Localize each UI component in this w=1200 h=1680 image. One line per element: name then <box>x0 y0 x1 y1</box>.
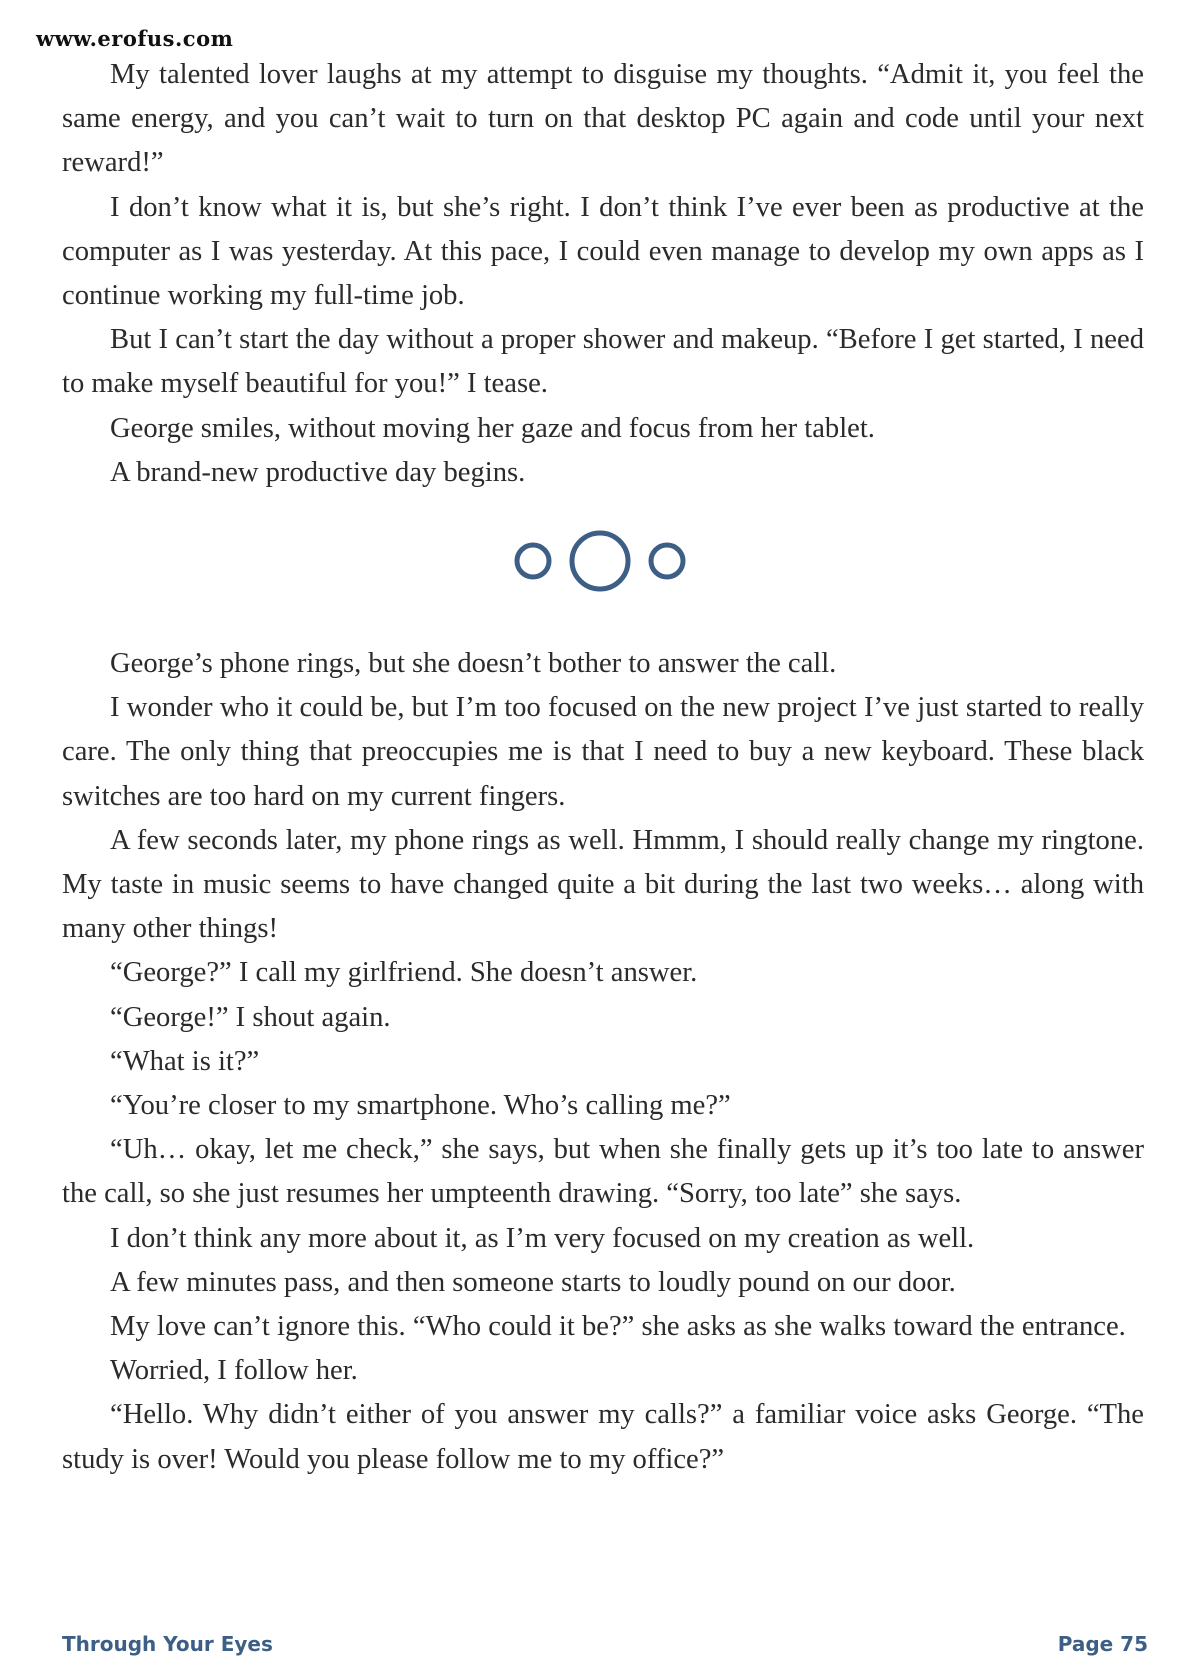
small-circle-left-icon <box>517 545 549 577</box>
small-circle-right-icon <box>651 545 683 577</box>
paragraph: A few seconds later, my phone rings as well. Hmmm, I should really change my ringtone. My taste in music seems to have changed quite a bit during the last two weeks… along with many other things! <box>62 824 1144 945</box>
paragraph: I wonder who it could be, but I’m too focused on the new project I’ve just started to really care. The only thing that preoccupies me is that I need to buy a new keyboard. These black switches are too hard on my current fingers. <box>62 692 1144 812</box>
large-circle-center-icon <box>572 533 628 589</box>
scene-break-circles-icon <box>500 525 700 597</box>
paragraph: “You’re closer to my smartphone. Who’s calling me?” <box>110 1090 731 1122</box>
paragraph: But I can’t start the day without a proper shower and makeup. “Before I get started, I need to make myself beautiful for you!” I tease. <box>62 324 1144 400</box>
paragraph: “Uh… okay, let me check,” she says, but when she finally gets up it’s too late to answer the call, so she just resumes her umpteenth drawing. “Sorry, too late” she says. <box>62 1134 1144 1210</box>
paragraph: A brand-new productive day begins. <box>110 456 526 488</box>
paragraph: George smiles, without moving her gaze and focus from her tablet. <box>110 412 875 444</box>
footer-page-number: Page 75 <box>1057 1632 1148 1656</box>
paragraph: Worried, I follow her. <box>110 1355 358 1387</box>
section-1-text <box>62 53 1144 495</box>
paragraph: I don’t know what it is, but she’s right. I don’t think I’ve ever been as productive at the computer as I was yesterday. At this pace, I could even manage to develop my own apps as I continue working my full-time job. <box>62 191 1144 312</box>
footer-book-title: Through Your Eyes <box>62 1632 273 1656</box>
paragraph: George’s phone rings, but she doesn’t bother to answer the call. <box>110 648 837 679</box>
paragraph: “Hello. Why didn’t either of you answer my calls?” a familiar voice asks George. “The study is over! Would you please follow me to my office?” <box>62 1399 1144 1475</box>
paragraph: “What is it?” <box>110 1045 260 1077</box>
section-2-text <box>62 642 1144 1482</box>
paragraph: “George?” I call my girlfriend. She doesn’t answer. <box>110 957 698 989</box>
paragraph: My love can’t ignore this. “Who could it be?” she asks as she walks toward the entrance. <box>110 1311 1126 1343</box>
paragraph: I don’t think any more about it, as I’m very focused on my creation as well. <box>110 1222 975 1254</box>
paragraph: “George!” I shout again. <box>110 1001 391 1033</box>
paragraph: My talented lover laughs at my attempt to disguise my thoughts. “Admit it, you feel the same energy, and you can’t wait to turn on that desktop PC again and code until your next reward!” <box>62 59 1144 179</box>
paragraph: A few minutes pass, and then someone starts to loudly pound on our door. <box>110 1266 956 1298</box>
site-watermark: www.erofus.com <box>36 26 234 51</box>
